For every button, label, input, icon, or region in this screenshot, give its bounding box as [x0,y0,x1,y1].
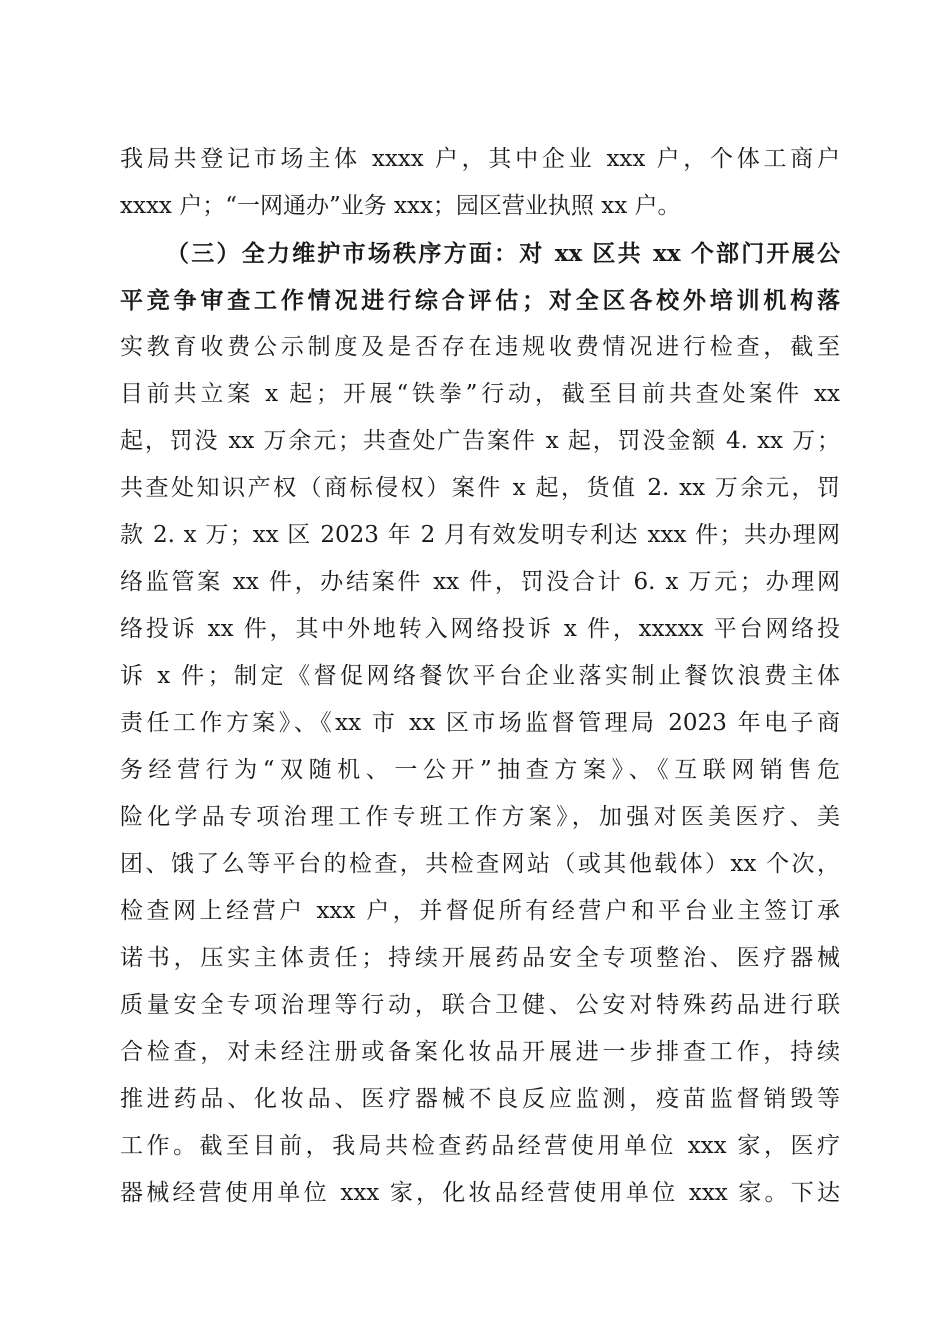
text-line [120,1076,840,1123]
body-text: 险化学品专项治理工作专班工作方案》，加强对医美医疗、美 [120,804,840,830]
body-text: 诺书，压实主体责任；持续开展药品安全专项整治、医疗器械 [120,945,840,971]
text-line [120,1170,840,1217]
body-text: 实教育收费公示制度及是否存在违规收费情况进行检查，截至 [120,334,840,360]
text-line [120,794,840,841]
text-line [120,888,840,935]
text-line [120,935,840,982]
text-line [120,371,840,418]
body-text: 诉 x 件；制定《督促网络餐饮平台企业落实制止餐饮浪费主体 [120,663,840,689]
body-text: 检查网上经营户 xxx 户，并督促所有经营户和平台业主签订承 [120,898,840,924]
text-line [120,465,840,512]
section-heading-text: （三）全力维护市场秩序方面：对 xx 区共 xx 个部门开展公 [166,240,840,267]
section-heading-text: 平竞争审查工作情况进行综合评估；对全区各校外培训机构落 [120,287,840,314]
text-line [120,1123,840,1170]
body-text: 络监管案 xx 件，办结案件 xx 件，罚没合计 6. x 万元；办理网 [120,569,840,595]
body-text: 质量安全专项治理等行动，联合卫健、公安对特殊药品进行联 [120,992,840,1018]
text-line [120,653,840,700]
text-line [120,324,840,371]
body-text: 器械经营使用单位 xxx 家，化妆品经营使用单位 xxx 家。下达 [120,1180,840,1206]
text-line [120,606,840,653]
text-line [120,183,840,230]
body-text: 我局共登记市场主体 xxxx 户，其中企业 xxx 户，个体工商户 [120,146,840,172]
body-text: 络投诉 xx 件，其中外地转入网络投诉 x 件，xxxxx 平台网络投 [120,616,840,642]
body-text: 目前共立案 x 起；开展“铁拳”行动，截至目前共查处案件 xx [120,381,840,407]
body-text: 务经营行为“双随机、一公开”抽查方案》、《互联网销售危 [120,757,840,783]
text-line [120,982,840,1029]
text-line [120,136,840,183]
body-text: 团、饿了么等平台的检查，共检查网站（或其他载体）xx 个次， [120,851,840,877]
document-body [120,136,840,1217]
text-line [120,512,840,559]
body-text: xxxx 户；“一网通办”业务 xxx；园区营业执照 xx 户。 [120,193,681,219]
text-line [120,230,840,277]
body-text: 款 2. x 万；xx 区 2023 年 2 月有效发明专利达 xxx 件；共办理网 [120,522,840,548]
body-text: 责任工作方案》、《xx 市 xx 区市场监督管理局 2023 年电子商 [120,710,840,736]
text-line [120,841,840,888]
text-line [120,418,840,465]
body-text: 合检查，对未经注册或备案化妆品开展进一步排查工作，持续 [120,1039,840,1065]
text-line [120,700,840,747]
text-line [120,559,840,606]
text-line [120,1029,840,1076]
body-text: 工作。截至目前，我局共检查药品经营使用单位 xxx 家，医疗 [120,1133,840,1159]
text-line [120,747,840,794]
body-text: 起，罚没 xx 万余元；共查处广告案件 x 起，罚没金额 4. xx 万； [120,428,840,454]
body-text: 推进药品、化妆品、医疗器械不良反应监测，疫苗监督销毁等 [120,1086,840,1112]
text-line [120,277,840,324]
body-text: 共查处知识产权（商标侵权）案件 x 起，货值 2. xx 万余元，罚 [120,475,840,501]
